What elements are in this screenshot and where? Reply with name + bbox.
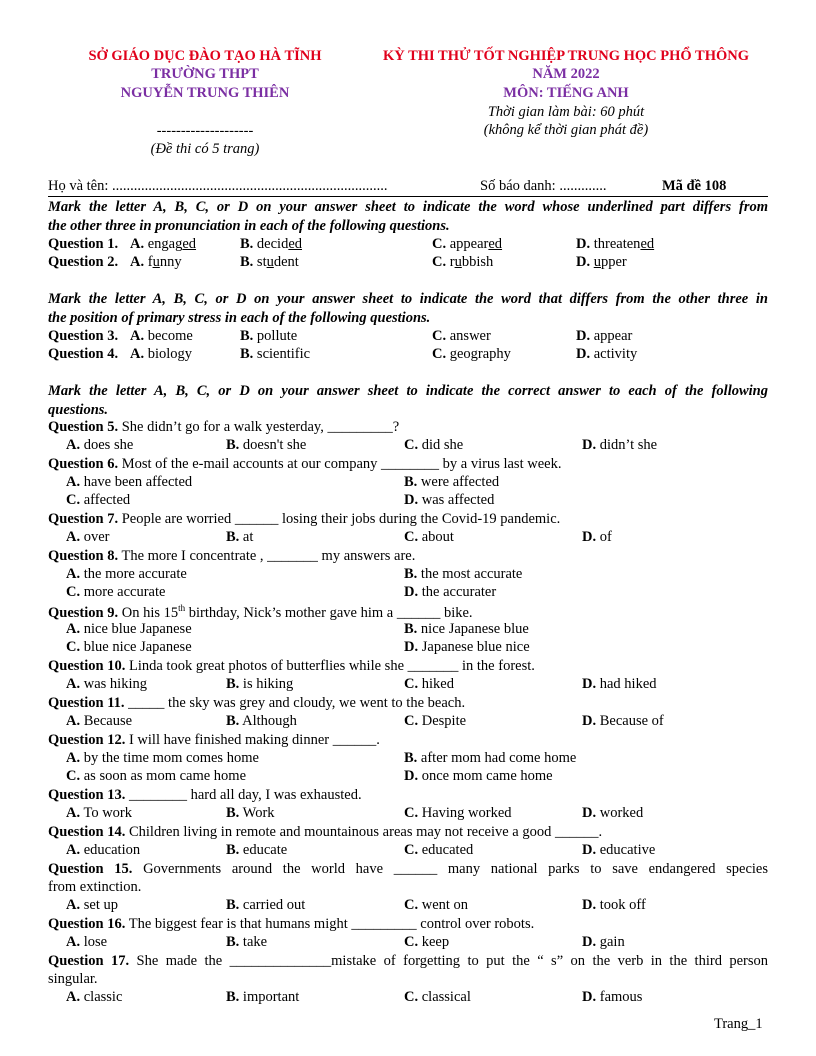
question-1: Question 1. A. engaged B. decided C. appeared D. threatened	[48, 236, 655, 252]
question-15-stem: Question 15. Governments around the world have ______ many national parks to save endangered species	[48, 861, 768, 877]
q14-option-c[interactable]: C. educated	[404, 842, 474, 858]
header-school-type: TRƯỜNG THPT	[151, 66, 259, 82]
question-8-stem: Question 8. The more I concentrate , _______ my answers are.	[48, 548, 416, 564]
q7-option-d[interactable]: D. of	[582, 529, 612, 545]
q6-option-c[interactable]: C. affected	[66, 492, 131, 508]
question-10-stem: Question 10. Linda took great photos of butterflies while she _______ in the forest.	[48, 658, 535, 674]
q2-option-b[interactable]: B. student	[240, 254, 299, 270]
question-17-stem-cont: singular.	[48, 971, 98, 987]
divider	[48, 196, 768, 197]
q4-option-d[interactable]: D. activity	[576, 346, 638, 362]
q16-option-a[interactable]: A. lose	[66, 934, 108, 950]
q1-option-a[interactable]: A. engaged	[130, 236, 197, 252]
q14-option-d[interactable]: D. educative	[582, 842, 656, 858]
q17-option-b[interactable]: B. important	[226, 989, 300, 1005]
q6-option-a[interactable]: A. have been affected	[66, 474, 193, 490]
question-6-stem: Question 6. Most of the e-mail accounts at our company ________ by a virus last week.	[48, 456, 562, 472]
q16-option-c[interactable]: C. keep	[404, 934, 450, 950]
q15-option-b[interactable]: B. carried out	[226, 897, 306, 913]
exam-year: NĂM 2022	[532, 66, 600, 82]
q17-option-d[interactable]: D. famous	[582, 989, 643, 1005]
q12-option-b[interactable]: B. after mom had come home	[404, 750, 577, 766]
q13-option-c[interactable]: C. Having worked	[404, 805, 512, 821]
q15-option-c[interactable]: C. went on	[404, 897, 469, 913]
question-14-stem: Question 14. Children living in remote and mountainous areas may not receive a good ______.	[48, 824, 603, 840]
exam-duration: Thời gian làm bài: 60 phút	[487, 104, 645, 120]
instruction-stress: Mark the letter A, B, C, or D on your answer sheet to indicate the word that differs from the other three in the position of primary stress in each of the following questions.	[48, 291, 768, 326]
question-16-stem: Question 16. The biggest fear is that humans might _________ control over robots.	[48, 916, 535, 932]
question-2: Question 2. A. funny B. student C. rubbish D. upper	[48, 254, 627, 270]
q7-option-b[interactable]: B. at	[226, 529, 254, 545]
q15-option-d[interactable]: D. took off	[582, 897, 646, 913]
q1-option-b[interactable]: B. decided	[240, 236, 303, 252]
question-7-stem: Question 7. People are worried ______ losing their jobs during the Covid-19 pandemic.	[48, 511, 561, 527]
header-dashes: --------------------	[156, 123, 254, 139]
question-3: Question 3. A. become B. pollute C. answer D. appear	[48, 328, 633, 344]
q8-option-d[interactable]: D. the accurater	[404, 584, 497, 600]
q3-option-b[interactable]: B. pollute	[240, 328, 298, 344]
q3-option-a[interactable]: A. become	[130, 328, 193, 344]
question-17-stem: Question 17. She made the ______________mistake of forgetting to put the “ s” on the verb in the third person	[48, 953, 769, 969]
q10-option-b[interactable]: B. is hiking	[226, 676, 294, 692]
q12-option-a[interactable]: A. by the time mom comes home	[66, 750, 259, 766]
q2-option-a[interactable]: A. funny	[130, 254, 182, 270]
exam-duration-note: (không kể thời gian phát đề)	[483, 122, 649, 138]
exam-subject: MÔN: TIẾNG ANH	[503, 85, 629, 101]
q7-option-a[interactable]: A. over	[66, 529, 110, 545]
q9-option-b[interactable]: B. nice Japanese blue	[404, 621, 529, 637]
q16-option-d[interactable]: D. gain	[582, 934, 625, 950]
instruction-pronunciation: Mark the letter A, B, C, or D on your answer sheet to indicate the word whose underlined part differs from the other three in pronunciation in each of the following questions.	[48, 199, 768, 234]
q5-option-b[interactable]: B. doesn't she	[226, 437, 307, 453]
q9-option-a[interactable]: A. nice blue Japanese	[66, 621, 192, 637]
q13-option-d[interactable]: D. worked	[582, 805, 644, 821]
q4-option-b[interactable]: B. scientific	[240, 346, 311, 362]
q9-option-d[interactable]: D. Japanese blue nice	[404, 639, 530, 655]
exam-code: Mã đề 108	[662, 178, 727, 194]
q8-option-c[interactable]: C. more accurate	[66, 584, 166, 600]
q1-option-d[interactable]: D. threatened	[576, 236, 655, 252]
q14-option-a[interactable]: A. education	[66, 842, 141, 858]
q4-option-c[interactable]: C. geography	[432, 346, 511, 362]
header-department: SỞ GIÁO DỤC ĐÀO TẠO HÀ TĨNH	[88, 48, 322, 64]
q5-option-a[interactable]: A. does she	[66, 437, 134, 453]
q5-option-d[interactable]: D. didn’t she	[582, 437, 658, 453]
q6-option-d[interactable]: D. was affected	[404, 492, 495, 508]
q2-option-d[interactable]: D. upper	[576, 254, 627, 270]
q11-option-b[interactable]: B. Although	[226, 713, 297, 729]
q2-option-c[interactable]: C. rubbish	[432, 254, 494, 270]
q10-option-d[interactable]: D. had hiked	[582, 676, 657, 692]
exam-title: KỲ THI THỬ TỐT NGHIỆP TRUNG HỌC PHỔ THÔNG	[382, 48, 750, 64]
q8-option-b[interactable]: B. the most accurate	[404, 566, 523, 582]
question-5-stem: Question 5. She didn’t go for a walk yesterday, _________?	[48, 419, 400, 435]
q12-option-d[interactable]: D. once mom came home	[404, 768, 553, 784]
candidate-number-field: Số báo danh: .............	[480, 178, 607, 194]
q17-option-a[interactable]: A. classic	[66, 989, 123, 1005]
q13-option-a[interactable]: A. To work	[66, 805, 133, 821]
q1-option-c[interactable]: C. appeared	[432, 236, 503, 252]
q14-option-b[interactable]: B. educate	[226, 842, 288, 858]
instruction-correct-answer: Mark the letter A, B, C, or D on your answer sheet to indicate the correct answer to each of the following questions.	[48, 383, 768, 418]
header-school-name: NGUYỄN TRUNG THIÊN	[120, 85, 290, 101]
candidate-name-field: Họ và tên: ............................................................................	[48, 178, 388, 194]
q13-option-b[interactable]: B. Work	[226, 805, 275, 821]
q16-option-b[interactable]: B. take	[226, 934, 268, 950]
q10-option-a[interactable]: A. was hiking	[66, 676, 147, 692]
q17-option-c[interactable]: C. classical	[404, 989, 471, 1005]
q10-option-c[interactable]: C. hiked	[404, 676, 454, 692]
q3-option-c[interactable]: C. answer	[432, 328, 491, 344]
question-4: Question 4. A. biology B. scientific C. geography D. activity	[48, 346, 638, 362]
question-15-stem-cont: from extinction.	[48, 879, 142, 895]
q15-option-a[interactable]: A. set up	[66, 897, 118, 913]
question-13-stem: Question 13. ________ hard all day, I was exhausted.	[48, 787, 362, 803]
q3-option-d[interactable]: D. appear	[576, 328, 633, 344]
q4-option-a[interactable]: A. biology	[130, 346, 193, 362]
question-12-stem: Question 12. I will have finished making dinner ______.	[48, 732, 380, 748]
question-9-stem: Question 9. On his 15th birthday, Nick’s mother gave him a ______ bike.	[48, 603, 473, 621]
q11-option-c[interactable]: C. Despite	[404, 713, 467, 729]
q12-option-c[interactable]: C. as soon as mom came home	[66, 768, 247, 784]
q8-option-a[interactable]: A. the more accurate	[66, 566, 187, 582]
q11-option-a[interactable]: A. Because	[66, 713, 133, 729]
page-number: Trang_1	[714, 1016, 763, 1032]
q7-option-c[interactable]: C. about	[404, 529, 454, 545]
question-11-stem: Question 11. _____ the sky was grey and cloudy, we went to the beach.	[48, 695, 466, 711]
q11-option-d[interactable]: D. Because of	[582, 713, 664, 729]
q9-option-c[interactable]: C. blue nice Japanese	[66, 639, 192, 655]
header-page-count: (Đề thi có 5 trang)	[150, 141, 260, 157]
q6-option-b[interactable]: B. were affected	[404, 474, 500, 490]
q5-option-c[interactable]: C. did she	[404, 437, 464, 453]
